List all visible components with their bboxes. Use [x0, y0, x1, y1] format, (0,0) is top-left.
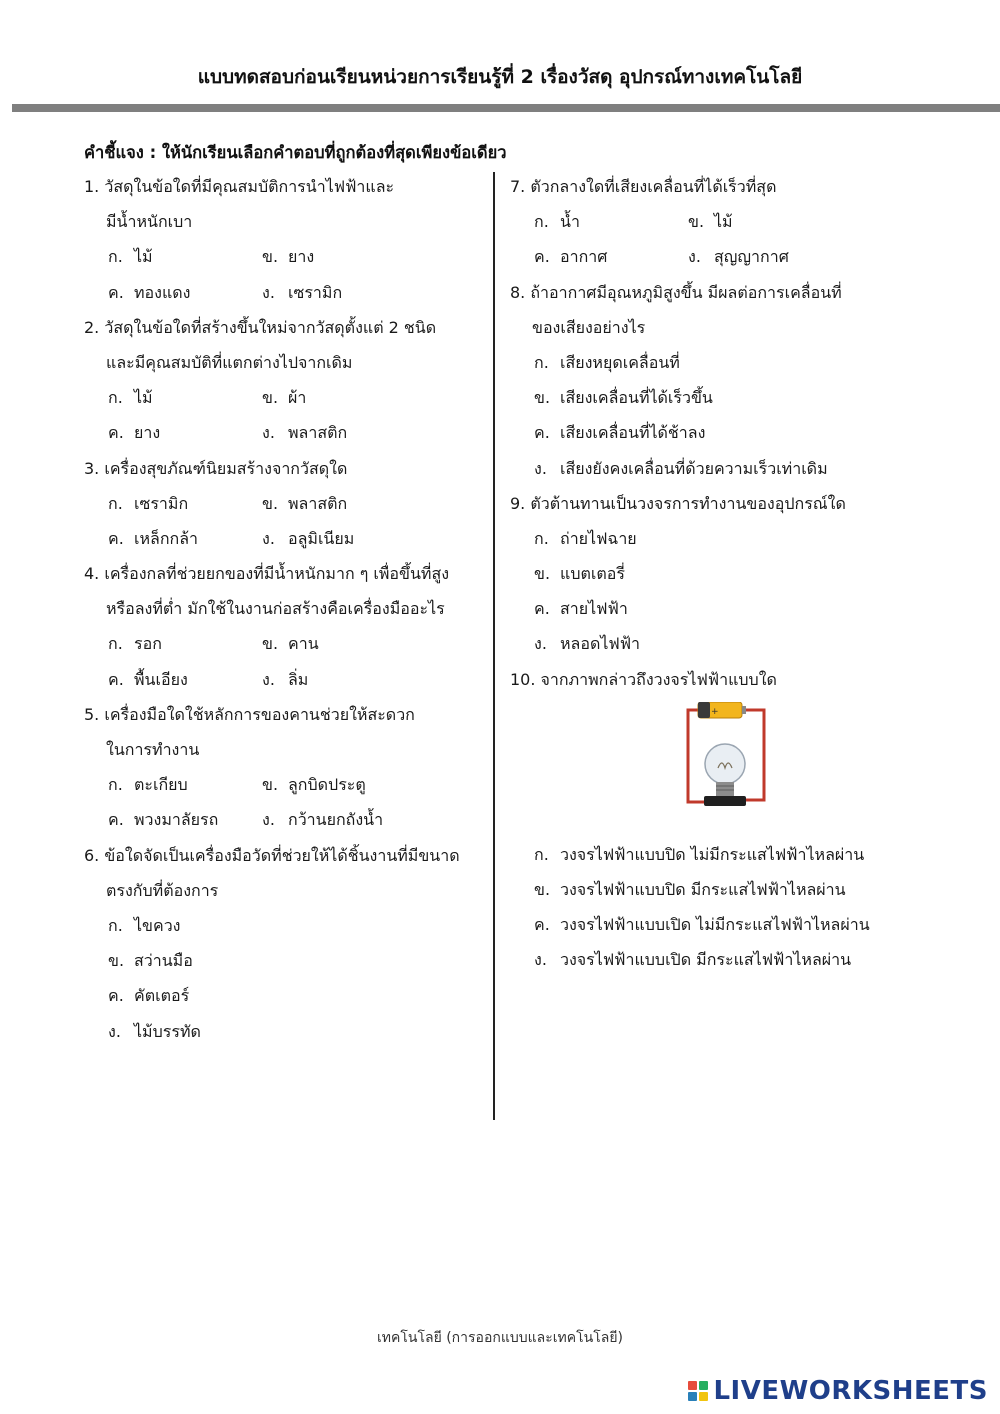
- option-b[interactable]: ข. แบตเตอรี่: [534, 564, 625, 584]
- brand-squares-icon: [687, 1380, 709, 1402]
- question-text: วัสดุในข้อใดที่มีคุณสมบัติการนำไฟฟ้าและ: [104, 177, 395, 196]
- option-d[interactable]: ง. ลิ่ม: [262, 669, 309, 689]
- question-text: ในการทำงาน: [106, 740, 200, 759]
- option-c[interactable]: ค. พื้นเอียง: [108, 669, 188, 689]
- option-b[interactable]: ข. ไม้: [688, 212, 733, 232]
- option-d[interactable]: ง. ไม้บรรทัด: [108, 1021, 201, 1041]
- question-6: [84, 841, 484, 1052]
- option-a[interactable]: ก. ไขควง: [108, 915, 181, 935]
- option-a[interactable]: ก. เซรามิก: [108, 493, 189, 513]
- instructions: คำชี้แจง : ให้นักเรียนเลือกคำตอบที่ถูกต้องที่สุดเพียงข้อเดียว: [84, 143, 507, 162]
- question-text: ตรงกับที่ต้องการ: [106, 880, 219, 900]
- option-d[interactable]: ง. พลาสติก: [262, 423, 348, 443]
- question-text: เครื่องสุขภัณฑ์นิยมสร้างจากวัสดุใด: [104, 458, 348, 478]
- question-text: และมีคุณสมบัติที่แตกต่างไปจากเดิม: [106, 352, 353, 372]
- question-7: [510, 172, 950, 278]
- option-d[interactable]: ง. เสียงยังคงเคลื่อนที่ด้วยความเร็วเท่าเดิม: [534, 458, 828, 478]
- question-text: จากภาพกล่าวถึงวงจรไฟฟ้าแบบใด: [540, 669, 777, 689]
- option-d[interactable]: ง. วงจรไฟฟ้าแบบเปิด มีกระแสไฟฟ้าไหลผ่าน: [534, 950, 852, 970]
- question-number: 7.: [510, 177, 526, 196]
- option-b[interactable]: ข. ยาง: [262, 247, 315, 267]
- page-footer: เทคโนโลยี (การออกแบบและเทคโนโลยี): [377, 1330, 623, 1346]
- option-c[interactable]: ค. คัตเตอร์: [108, 986, 190, 1006]
- question-number: 1.: [84, 177, 100, 196]
- option-b[interactable]: ข. คาน: [262, 634, 319, 654]
- circuit-illustration: [660, 702, 790, 822]
- question-text: วัสดุในข้อใดที่สร้างขึ้นใหม่จากวัสดุตั้งแต่ 2 ชนิด: [104, 317, 437, 337]
- question-10: [510, 665, 950, 981]
- question-number: 5.: [84, 704, 100, 724]
- option-c[interactable]: ค. อากาศ: [534, 247, 608, 267]
- question-text: ของเสียงอย่างไร: [532, 317, 646, 337]
- option-d[interactable]: ง. หลอดไฟฟ้า: [534, 634, 641, 654]
- question-number: 6.: [84, 845, 100, 865]
- option-d[interactable]: ง. อลูมิเนียม: [262, 528, 355, 548]
- left-column: [84, 172, 484, 1052]
- option-c[interactable]: ค. วงจรไฟฟ้าแบบเปิด ไม่มีกระแสไฟฟ้าไหลผ่าน: [534, 915, 870, 935]
- question-text: ข้อใดจัดเป็นเครื่องมือวัดที่ช่วยให้ได้ชิ้นงานที่มีขนาด: [104, 845, 460, 865]
- option-b[interactable]: ข. วงจรไฟฟ้าแบบปิด มีกระแสไฟฟ้าไหลผ่าน: [534, 880, 846, 899]
- option-a[interactable]: ก. วงจรไฟฟ้าแบบปิด ไม่มีกระแสไฟฟ้าไหลผ่าน: [534, 844, 865, 864]
- question-text: มีน้ำหนักเบา: [106, 212, 193, 232]
- brand-text: LIVEWORKSHEETS: [713, 1376, 988, 1406]
- option-a[interactable]: ก. รอก: [108, 634, 162, 654]
- liveworksheets-logo[interactable]: [687, 1376, 988, 1406]
- option-a[interactable]: ก. เสียงหยุดเคลื่อนที่: [534, 352, 680, 372]
- question-text: เครื่องมือใดใช้หลักการของคานช่วยให้สะดวก: [104, 704, 415, 724]
- option-c[interactable]: ค. ทองแดง: [108, 282, 191, 302]
- option-c[interactable]: ค. ยาง: [108, 423, 161, 443]
- question-number: 2.: [84, 317, 100, 337]
- option-b[interactable]: ข. พลาสติก: [262, 493, 348, 513]
- question-text: ตัวต้านทานเป็นวงจรการทำงานของอุปกรณ์ใด: [530, 493, 846, 513]
- question-text: ตัวกลางใดที่เสียงเคลื่อนที่ได้เร็วที่สุด: [530, 177, 777, 196]
- question-8: [510, 278, 950, 489]
- option-c[interactable]: ค. เหล็กกล้า: [108, 528, 198, 548]
- right-column: [510, 172, 950, 981]
- option-d[interactable]: ง. สุญญากาศ: [688, 247, 789, 267]
- option-b[interactable]: ข. ลูกบิดประตู: [262, 775, 366, 795]
- option-c[interactable]: ค. สายไฟฟ้า: [534, 599, 628, 619]
- option-a[interactable]: ก. ไม้: [108, 247, 153, 267]
- option-d[interactable]: ง. เซรามิก: [262, 282, 343, 302]
- question-text: ถ้าอากาศมีอุณหภูมิสูงขึ้น มีผลต่อการเคลื่อนที่: [530, 282, 842, 302]
- option-d[interactable]: ง. กว้านยกถังน้ำ: [262, 810, 384, 830]
- circuit-figure: [510, 700, 950, 840]
- option-b[interactable]: ข. สว่านมือ: [108, 951, 193, 971]
- question-text: เครื่องกลที่ช่วยยกของที่มีน้ำหนักมาก ๆ เพื่อขึ้นที่สูง: [104, 564, 450, 584]
- question-number: 9.: [510, 493, 526, 513]
- option-a[interactable]: ก. ไม้: [108, 388, 153, 408]
- question-number: 8.: [510, 282, 526, 302]
- question-number: 10.: [510, 669, 536, 689]
- option-a[interactable]: ก. น้ำ: [534, 212, 580, 232]
- question-4: [84, 559, 484, 700]
- question-9: [510, 489, 950, 665]
- svg-text:+: +: [711, 706, 719, 717]
- title-divider: [12, 104, 1000, 112]
- question-number: 3.: [84, 458, 100, 478]
- option-c[interactable]: ค. เสียงเคลื่อนที่ได้ช้าลง: [534, 423, 706, 443]
- option-b[interactable]: ข. ผ้า: [262, 388, 307, 408]
- question-1: [84, 172, 484, 313]
- option-a[interactable]: ก. ตะเกียบ: [108, 775, 188, 795]
- page-title: แบบทดสอบก่อนเรียนหน่วยการเรียนรู้ที่ 2 เรื่องวัสดุ อุปกรณ์ทางเทคโนโลยี: [197, 66, 803, 88]
- question-5: [84, 700, 484, 841]
- question-number: 4.: [84, 564, 100, 584]
- option-c[interactable]: ค. พวงมาลัยรถ: [108, 810, 219, 830]
- column-divider: [493, 172, 495, 1120]
- question-text: หรือลงที่ต่ำ มักใช้ในงานก่อสร้างคือเครื่องมืออะไร: [106, 599, 445, 619]
- option-b[interactable]: ข. เสียงเคลื่อนที่ได้เร็วขึ้น: [534, 388, 713, 408]
- question-2: [84, 313, 484, 454]
- option-a[interactable]: ก. ถ่ายไฟฉาย: [534, 528, 637, 548]
- question-3: [84, 454, 484, 560]
